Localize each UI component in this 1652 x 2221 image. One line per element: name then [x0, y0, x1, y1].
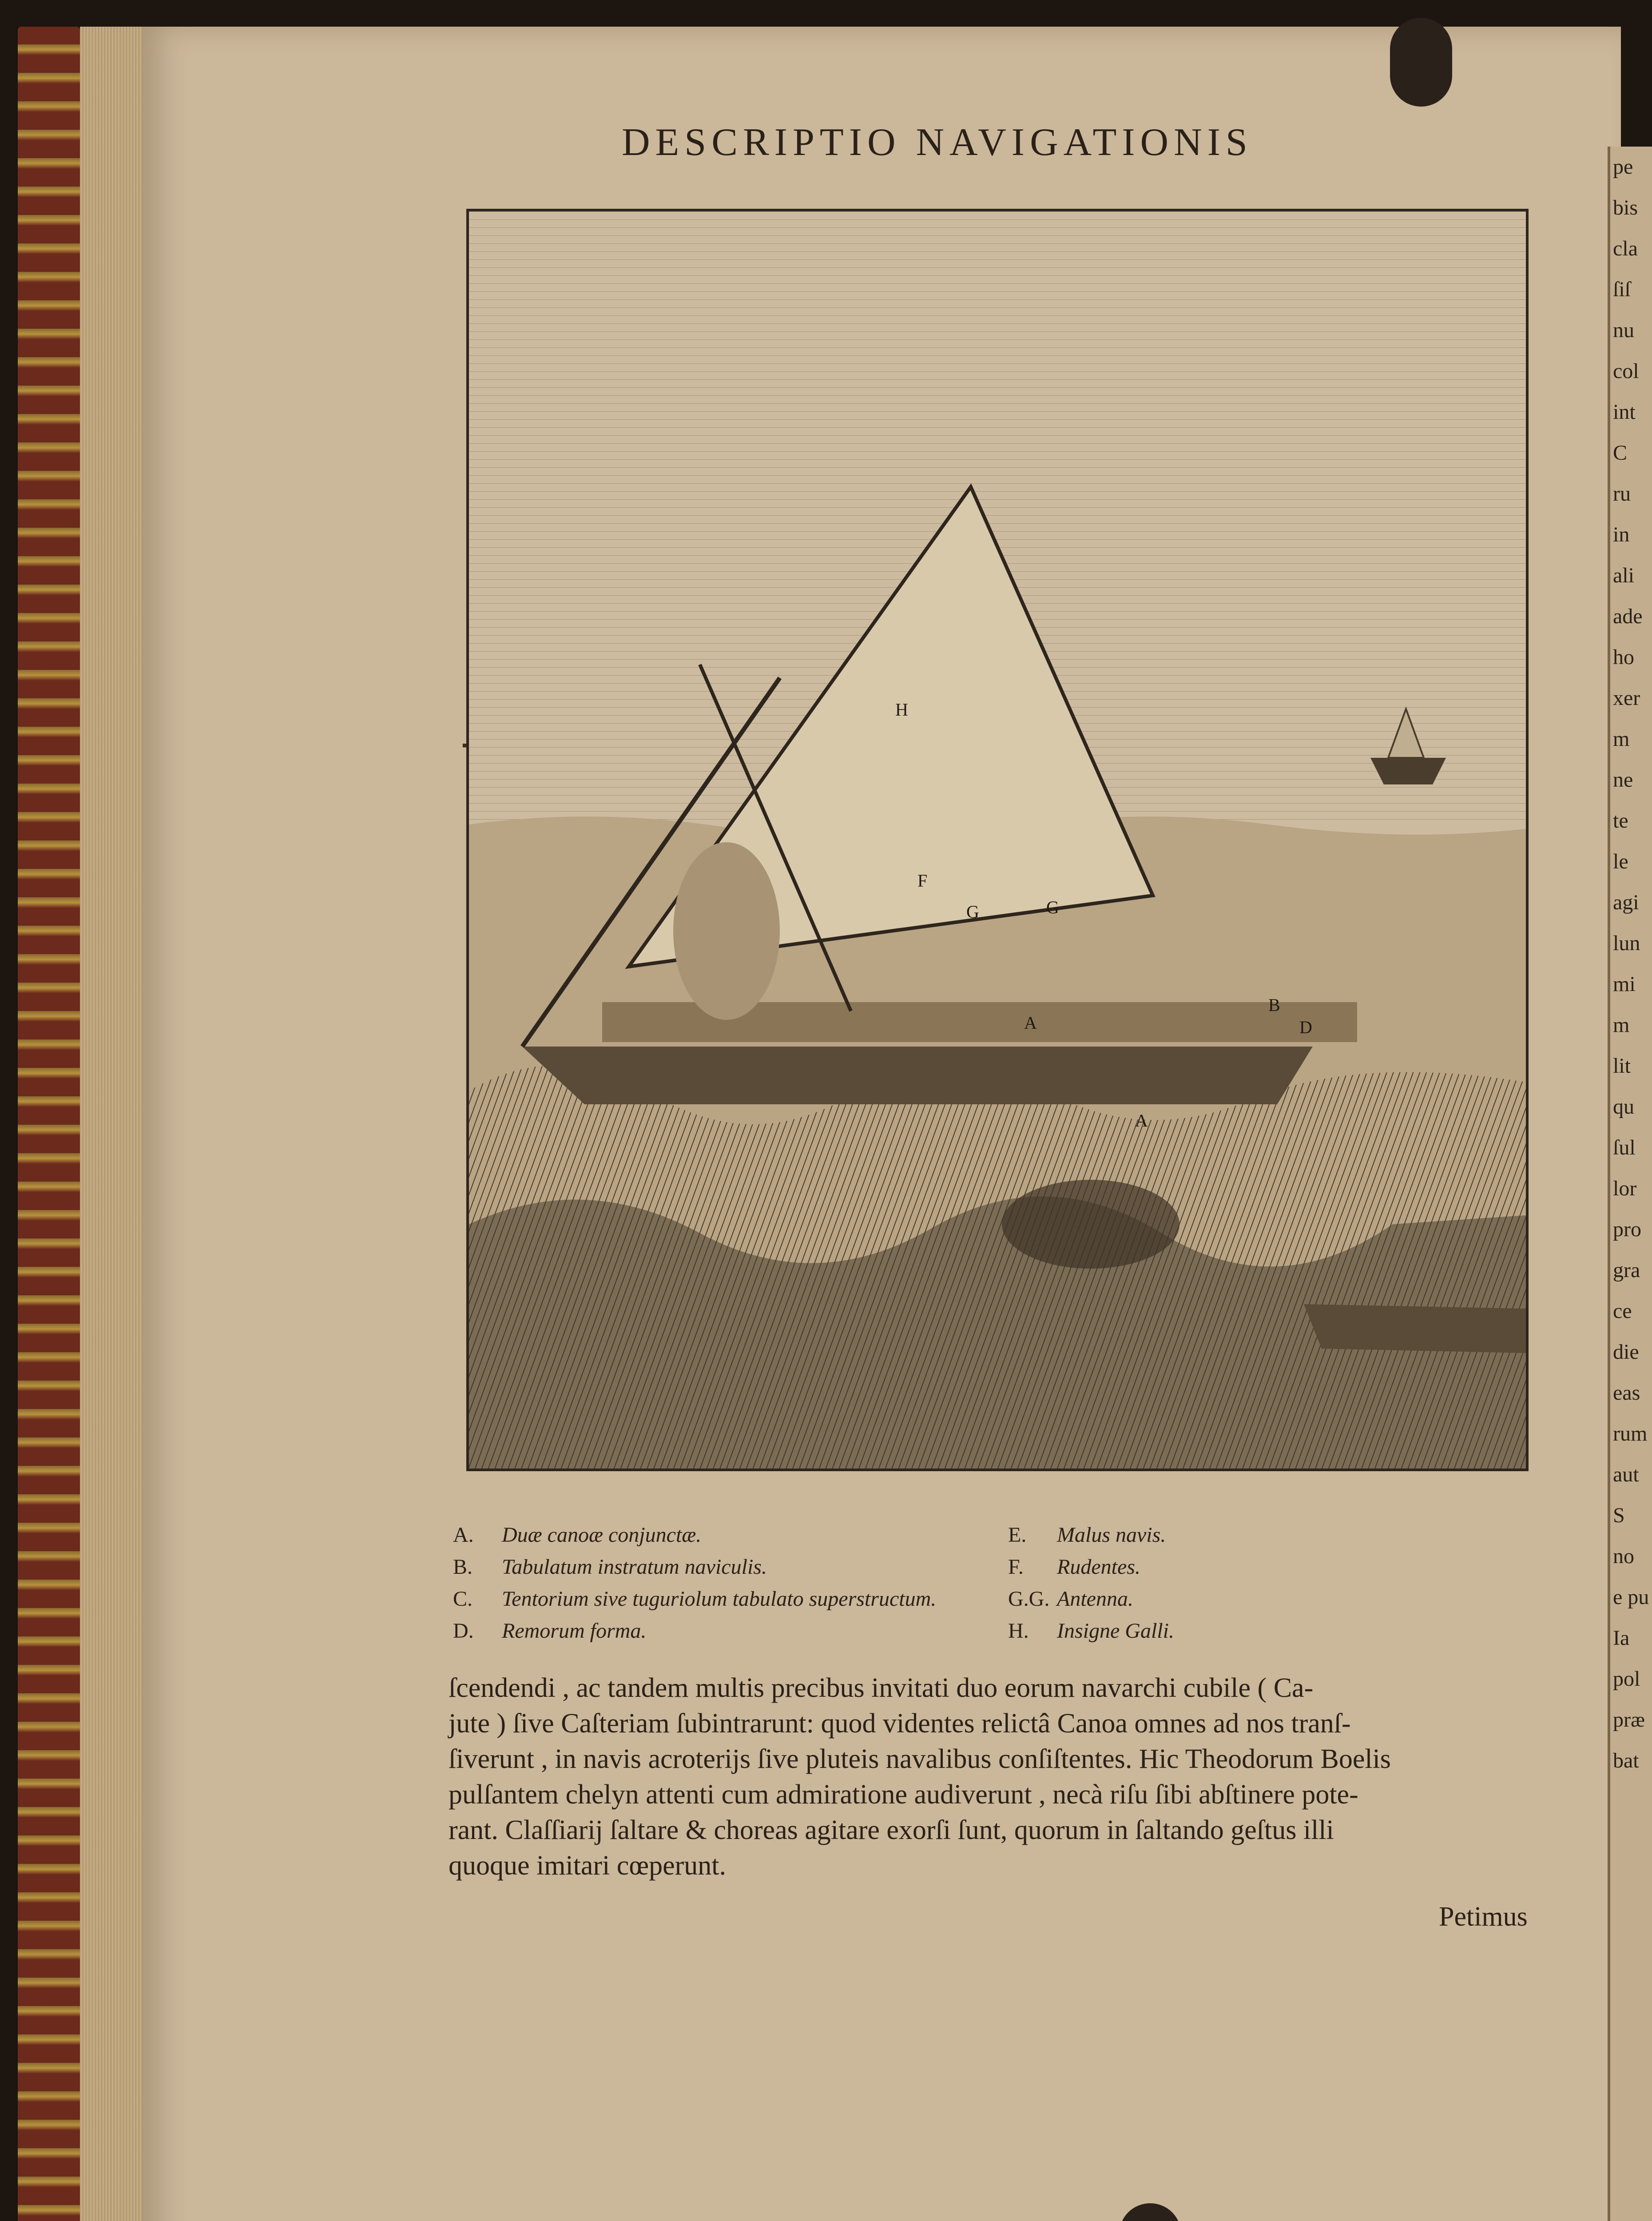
margin-mark: ▪: [462, 737, 468, 754]
body-line: jute ) ſive Caſteriam ſubintrarunt: quod videntes relictâ Canoa omnes ad nos tranſ-: [449, 1708, 1351, 1739]
next-page-fragment: C: [1613, 441, 1628, 465]
next-page-fragment: S: [1613, 1504, 1625, 1527]
legend-row: [1008, 1583, 1174, 1615]
body-line: ſiverunt , in navis acroterijs ſive pluteis navalibus conſiſtentes. Hic Theodorum Boelis: [449, 1744, 1391, 1774]
running-title: DESCRIPTIO NAVIGATIONIS: [622, 121, 1253, 164]
legend-key: A.: [453, 1523, 474, 1547]
page-clip-top: [1390, 18, 1452, 107]
legend-text: Insigne Galli.: [1057, 1619, 1174, 1643]
body-line: rant. Claſſiarij ſaltare & choreas agitare exorſi ſunt, quorum in ſaltando geſtus illi: [449, 1815, 1334, 1845]
next-page-fragment: nu: [1613, 318, 1634, 342]
next-page-fragment: cla: [1613, 237, 1638, 260]
next-page-fragment: ho: [1613, 645, 1634, 669]
legend-text: Antenna.: [1057, 1587, 1133, 1611]
plate-label: H: [895, 700, 908, 720]
next-page-fragment: bis: [1613, 196, 1638, 219]
next-page-fragment: die: [1613, 1340, 1639, 1364]
body-line: pulſantem chelyn attenti cum admiratione audiverunt , necà riſu ſibi abſtinere pote-: [449, 1779, 1358, 1810]
next-page-fragment: Ia: [1613, 1626, 1630, 1650]
next-page-fragment: pol: [1613, 1667, 1640, 1691]
next-page-fragment: col: [1613, 359, 1639, 383]
page-edges: [80, 27, 151, 2221]
plate-label: F: [917, 871, 928, 891]
next-page-fragment: præ: [1613, 1708, 1645, 1731]
legend-right: [1008, 1519, 1174, 1647]
legend-text: Malus navis.: [1057, 1523, 1166, 1547]
canoe: [522, 1002, 1357, 1104]
legend-text: Remorum forma.: [502, 1619, 647, 1643]
next-page-fragment: m: [1613, 1013, 1630, 1037]
next-page-fragment: ali: [1613, 564, 1634, 587]
legend-row: [1008, 1615, 1174, 1647]
legend-key: C.: [453, 1587, 473, 1611]
legend-key: B.: [453, 1555, 473, 1579]
next-page-fragment: ſul: [1613, 1136, 1636, 1159]
body-text: [449, 1670, 1550, 1883]
engraving-plate: [466, 209, 1529, 1471]
next-page-strip: [1608, 147, 1652, 2221]
plate-label: A: [1135, 1110, 1148, 1130]
next-page-fragment: agi: [1613, 891, 1639, 914]
next-page-fragment: ſiſ: [1613, 278, 1631, 301]
body-line: ſcendendi , ac tandem multis precibus invitati duo eorum navarchi cubile ( Ca-: [449, 1673, 1314, 1703]
next-page-fragment: aut: [1613, 1463, 1639, 1486]
next-page-fragment: ne: [1613, 768, 1633, 792]
next-page-fragment: eas: [1613, 1381, 1640, 1405]
legend-key: D.: [453, 1619, 474, 1643]
plate-label: G: [966, 902, 979, 922]
legend-text: Tentorium sive tuguriolum tabulato superstructum.: [502, 1587, 937, 1611]
book-spine: [18, 27, 80, 2221]
legend-row: [453, 1615, 936, 1647]
next-page-fragment: lor: [1613, 1177, 1637, 1200]
next-page-fragment: rum: [1613, 1422, 1648, 1445]
legend-row: [453, 1583, 936, 1615]
next-page-fragment: pe: [1613, 155, 1633, 179]
smoke-fire: [673, 842, 780, 1020]
legend-key: H.: [1008, 1619, 1029, 1643]
plate-label: G: [1046, 897, 1059, 917]
legend-row: [1008, 1519, 1174, 1551]
catchword: Petimus: [1439, 1902, 1528, 1932]
next-page-fragment: lun: [1613, 931, 1640, 955]
plate-label: D: [1299, 1017, 1312, 1037]
next-page-fragment: mi: [1613, 972, 1636, 996]
next-page-fragment: te: [1613, 809, 1628, 832]
body-line: quoque imitari cœperunt.: [449, 1851, 726, 1881]
next-page-fragment: in: [1613, 523, 1630, 546]
next-page-fragment: e pu: [1613, 1585, 1649, 1609]
next-page-fragment: int: [1613, 400, 1636, 424]
legend-text: Rudentes.: [1057, 1555, 1140, 1579]
next-page-fragment: pro: [1613, 1218, 1641, 1241]
next-page-fragment: le: [1613, 850, 1628, 873]
next-page-fragment: lit: [1613, 1054, 1631, 1078]
next-page-fragment: ce: [1613, 1299, 1632, 1323]
legend-key: F.: [1008, 1555, 1024, 1579]
legend-row: [453, 1519, 936, 1551]
legend-row: [1008, 1551, 1174, 1583]
next-page-fragment: xer: [1613, 686, 1640, 710]
next-page-fragment: m: [1613, 727, 1630, 751]
next-page-fragment: bat: [1613, 1749, 1639, 1772]
legend-left: [453, 1519, 936, 1647]
next-page-fragment: no: [1613, 1544, 1634, 1568]
next-page-fragment: gra: [1613, 1258, 1640, 1282]
next-page-fragment: ru: [1613, 482, 1631, 505]
legend-text: Tabulatum instratum naviculis.: [502, 1555, 767, 1579]
engraving-illustration: [469, 211, 1526, 1469]
plate-label: A: [1024, 1013, 1037, 1033]
legend-row: [453, 1551, 936, 1583]
legend-key: E.: [1008, 1523, 1027, 1547]
next-page-fragment: qu: [1613, 1095, 1634, 1118]
legend-key: G.G.: [1008, 1587, 1050, 1611]
legend-text: Duæ canoæ conjunctæ.: [502, 1523, 702, 1547]
next-page-fragment: ade: [1613, 605, 1643, 628]
plate-label: B: [1268, 995, 1280, 1015]
